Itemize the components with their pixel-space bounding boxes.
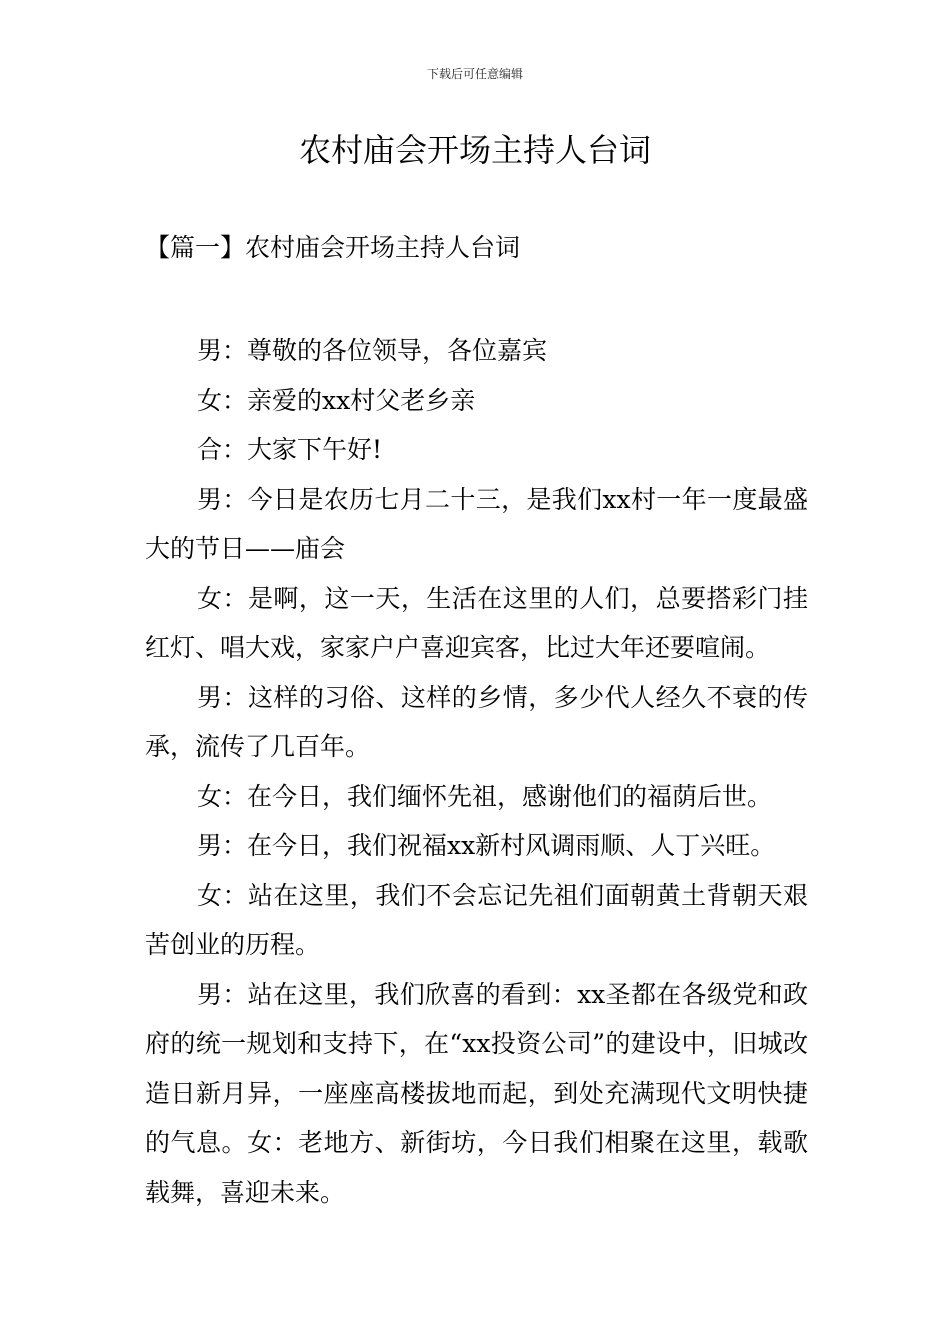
paragraph: 男：这样的习俗、这样的乡情，多少代人经久不衰的传承，流传了几百年。 (145, 682, 808, 761)
section-heading: 【篇一】农村庙会开场主持人台词 (145, 233, 521, 262)
paragraph: 男：站在这里，我们欣喜的看到：xx圣都在各级党和政府的统一规划和支持下，在“xx投资公司”的建设中，旧城改造日新月异，一座座高楼拔地而起，到处充满现代文明快捷的气息。女：老地方、新街坊，今日我们相聚在这里，载歌载舞，喜迎未来。 (145, 979, 808, 1207)
paragraph: 男：尊敬的各位领导，各位嘉宾 (197, 336, 548, 365)
paragraph: 合：大家下午好! (197, 435, 383, 464)
document-body (145, 326, 808, 1217)
paragraph: 女：是啊，这一天，生活在这里的人们，总要搭彩门挂红灯、唱大戏，家家户户喜迎宾客，比过大年还要喧闹。 (145, 583, 808, 662)
paragraph: 女：站在这里，我们不会忘记先祖们面朝黄土背朝天艰苦创业的历程。 (145, 880, 808, 959)
paragraph: 女：在今日，我们缅怀先祖，感谢他们的福荫后世。 (197, 781, 773, 811)
paragraph: 男：今日是农历七月二十三，是我们xx村一年一度最盛大的节日——庙会 (145, 484, 808, 563)
header-note: 下载后可任意编辑 (426, 67, 523, 81)
document-title: 农村庙会开场主持人台词 (298, 131, 651, 169)
paragraph: 女：亲爱的xx村父老乡亲 (197, 385, 476, 415)
paragraph: 男：在今日，我们祝福xx新村风调雨顺、人丁兴旺。 (197, 831, 776, 860)
